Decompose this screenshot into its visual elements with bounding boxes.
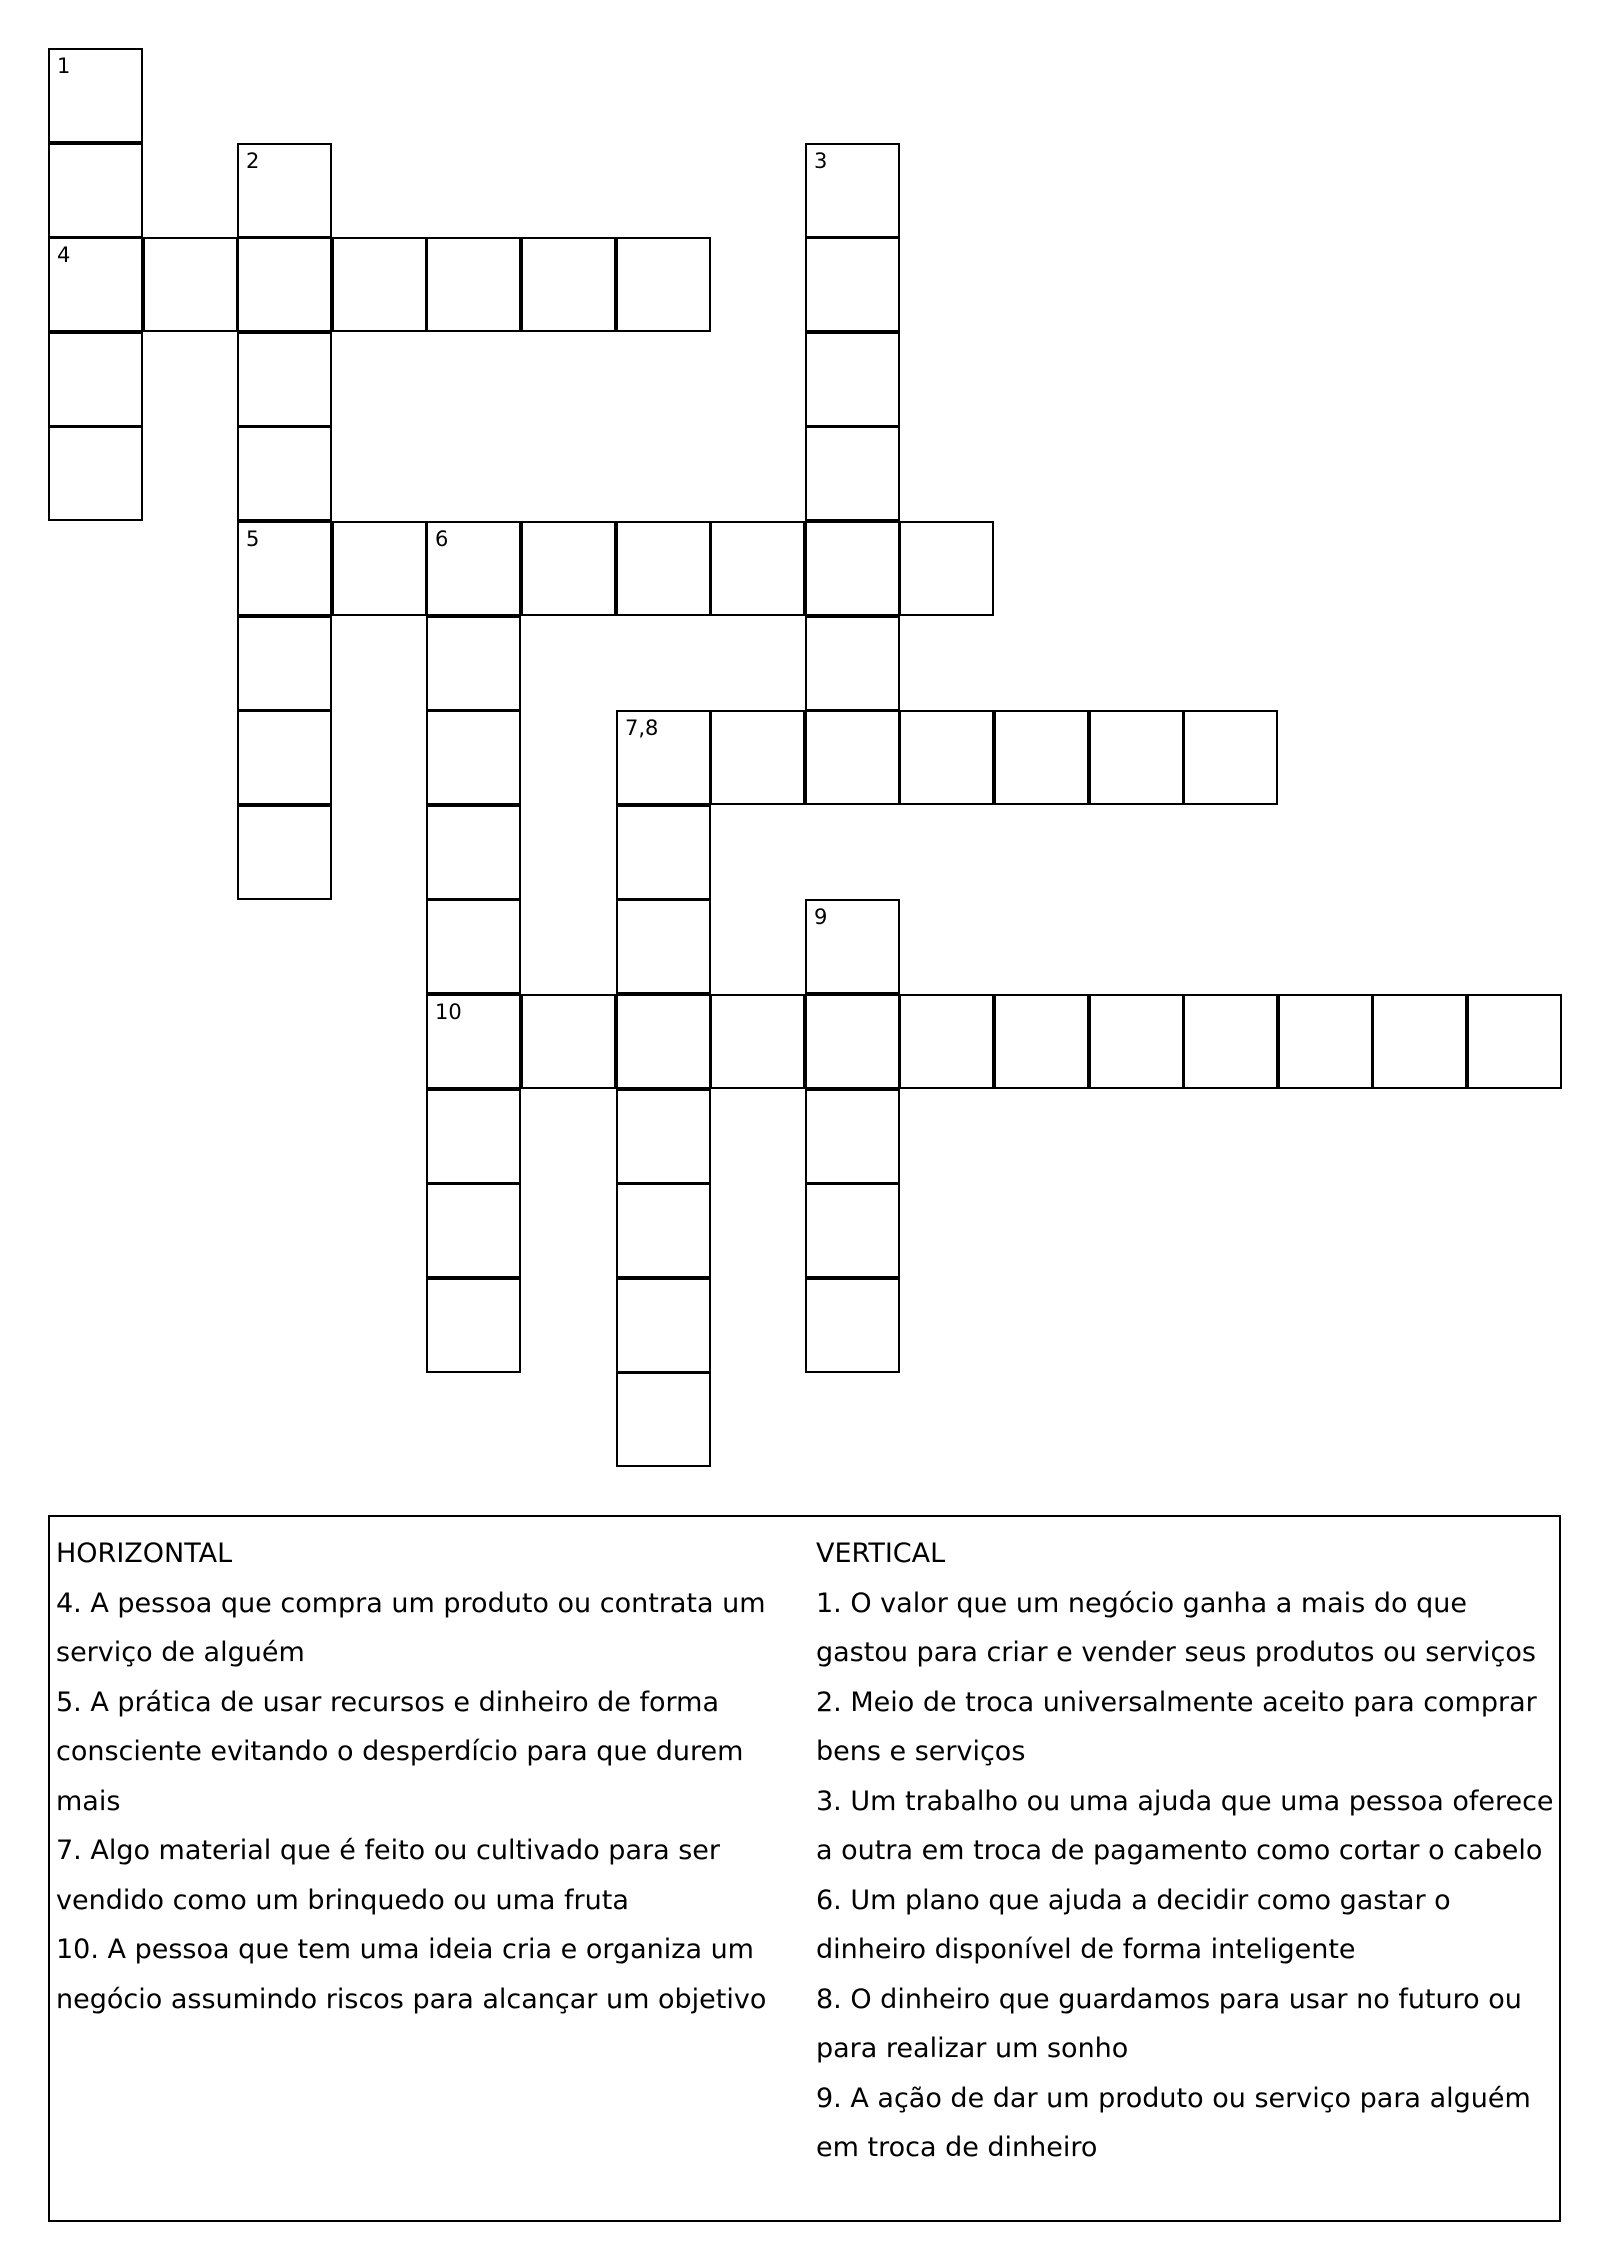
clue-number: 4	[57, 243, 71, 267]
crossword-cell[interactable]	[426, 710, 521, 805]
crossword-cell[interactable]	[710, 521, 805, 616]
clue-number: 7,8	[625, 716, 659, 740]
clue-vertical-1: 1. O valor que um negócio ganha a mais do que gastou para criar e vender seus produtos ou serviços	[816, 1587, 1536, 1668]
crossword-cell[interactable]	[1372, 994, 1467, 1089]
crossword-cell[interactable]	[710, 710, 805, 805]
crossword-cell-2[interactable]	[237, 143, 332, 238]
clues-box	[48, 1515, 1561, 2222]
crossword-cell[interactable]	[805, 1089, 900, 1184]
crossword-cell[interactable]	[805, 1278, 900, 1373]
clue-vertical-2: 2. Meio de troca universalmente aceito para comprar bens e serviços	[816, 1686, 1537, 1767]
crossword-cell[interactable]	[332, 237, 427, 332]
crossword-cell[interactable]	[1467, 994, 1562, 1089]
crossword-cell-3[interactable]	[805, 143, 900, 238]
crossword-cell[interactable]	[48, 426, 143, 521]
crossword-cell[interactable]	[805, 332, 900, 427]
crossword-cell[interactable]	[616, 1089, 711, 1184]
vertical-heading: VERTICAL	[816, 1538, 946, 1569]
crossword-cell[interactable]	[521, 994, 616, 1089]
crossword-cell[interactable]	[237, 426, 332, 521]
crossword-cell[interactable]	[805, 426, 900, 521]
crossword-cell[interactable]	[805, 237, 900, 332]
clue-vertical-3: 3. Um trabalho ou uma ajuda que uma pessoa oferece a outra em troca de pagamento como cortar o cabelo	[816, 1785, 1554, 1866]
crossword-cell[interactable]	[710, 994, 805, 1089]
crossword-cell[interactable]	[616, 805, 711, 900]
crossword-cell[interactable]	[426, 616, 521, 711]
vertical-clues	[816, 1529, 1556, 2173]
crossword-cell[interactable]	[426, 805, 521, 900]
crossword-cell[interactable]	[1089, 994, 1184, 1089]
crossword-cell[interactable]	[616, 1372, 711, 1467]
crossword-cell[interactable]	[521, 237, 616, 332]
crossword-cell[interactable]	[616, 237, 711, 332]
horizontal-heading: HORIZONTAL	[56, 1538, 233, 1569]
crossword-cell[interactable]	[616, 899, 711, 994]
clue-number: 3	[814, 149, 828, 173]
crossword-cell[interactable]	[616, 994, 711, 1089]
clue-horizontal-4: 4. A pessoa que compra um produto ou contrata um serviço de alguém	[56, 1587, 766, 1668]
crossword-cell[interactable]	[143, 237, 238, 332]
crossword-cell[interactable]	[1278, 994, 1373, 1089]
crossword-cell[interactable]	[237, 710, 332, 805]
crossword-cell[interactable]	[426, 237, 521, 332]
crossword-cell[interactable]	[1089, 710, 1184, 805]
crossword-cell[interactable]	[426, 1278, 521, 1373]
crossword-cell[interactable]	[237, 805, 332, 900]
clue-horizontal-5: 5. A prática de usar recursos e dinheiro de forma consciente evitando o desperdício para que durem mais	[56, 1686, 744, 1817]
crossword-cell-9[interactable]	[805, 899, 900, 994]
crossword-cell[interactable]	[805, 521, 900, 616]
clue-number: 1	[57, 54, 71, 78]
crossword-cell[interactable]	[237, 237, 332, 332]
crossword-cell-5[interactable]	[237, 521, 332, 616]
clue-horizontal-10: 10. A pessoa que tem uma ideia cria e organiza um negócio assumindo riscos para alcançar um objetivo	[56, 1934, 767, 2015]
crossword-cell[interactable]	[48, 332, 143, 427]
clue-vertical-8: 8. O dinheiro que guardamos para usar no futuro ou para realizar um sonho	[816, 1983, 1522, 2064]
crossword-cell[interactable]	[521, 521, 616, 616]
crossword-cell-7-8[interactable]	[616, 710, 711, 805]
crossword-cell[interactable]	[1183, 710, 1278, 805]
clue-number: 9	[814, 905, 828, 929]
crossword-cell[interactable]	[237, 332, 332, 427]
crossword-cell[interactable]	[899, 710, 994, 805]
crossword-cell-1[interactable]	[48, 48, 143, 143]
clue-vertical-6: 6. Um plano que ajuda a decidir como gastar o dinheiro disponível de forma inteligente	[816, 1884, 1451, 1965]
clue-horizontal-7: 7. Algo material que é feito ou cultivado para ser vendido como um brinquedo ou uma fruta	[56, 1835, 720, 1916]
crossword-cell[interactable]	[805, 1183, 900, 1278]
crossword-cell[interactable]	[426, 899, 521, 994]
crossword-cell-4[interactable]	[48, 237, 143, 332]
crossword-cell[interactable]	[616, 1183, 711, 1278]
crossword-cell[interactable]	[48, 143, 143, 238]
crossword-cell[interactable]	[426, 1183, 521, 1278]
crossword-cell[interactable]	[994, 994, 1089, 1089]
clue-number: 10	[435, 1000, 462, 1024]
crossword-cell[interactable]	[616, 1278, 711, 1373]
crossword-cell[interactable]	[805, 994, 900, 1089]
clue-vertical-9: 9. A ação de dar um produto ou serviço para alguém em troca de dinheiro	[816, 2082, 1531, 2163]
crossword-cell[interactable]	[805, 616, 900, 711]
crossword-cell-6[interactable]	[426, 521, 521, 616]
clue-number: 6	[435, 527, 449, 551]
crossword-cell-10[interactable]	[426, 994, 521, 1089]
crossword-cell[interactable]	[237, 616, 332, 711]
clue-number: 2	[246, 149, 260, 173]
clue-number: 5	[246, 527, 260, 551]
crossword-cell[interactable]	[994, 710, 1089, 805]
crossword-cell[interactable]	[426, 1089, 521, 1184]
crossword-cell[interactable]	[899, 521, 994, 616]
crossword-cell[interactable]	[899, 994, 994, 1089]
crossword-cell[interactable]	[1183, 994, 1278, 1089]
crossword-cell[interactable]	[805, 710, 900, 805]
crossword-cell[interactable]	[616, 521, 711, 616]
crossword-cell[interactable]	[332, 521, 427, 616]
horizontal-clues	[56, 1529, 786, 2024]
